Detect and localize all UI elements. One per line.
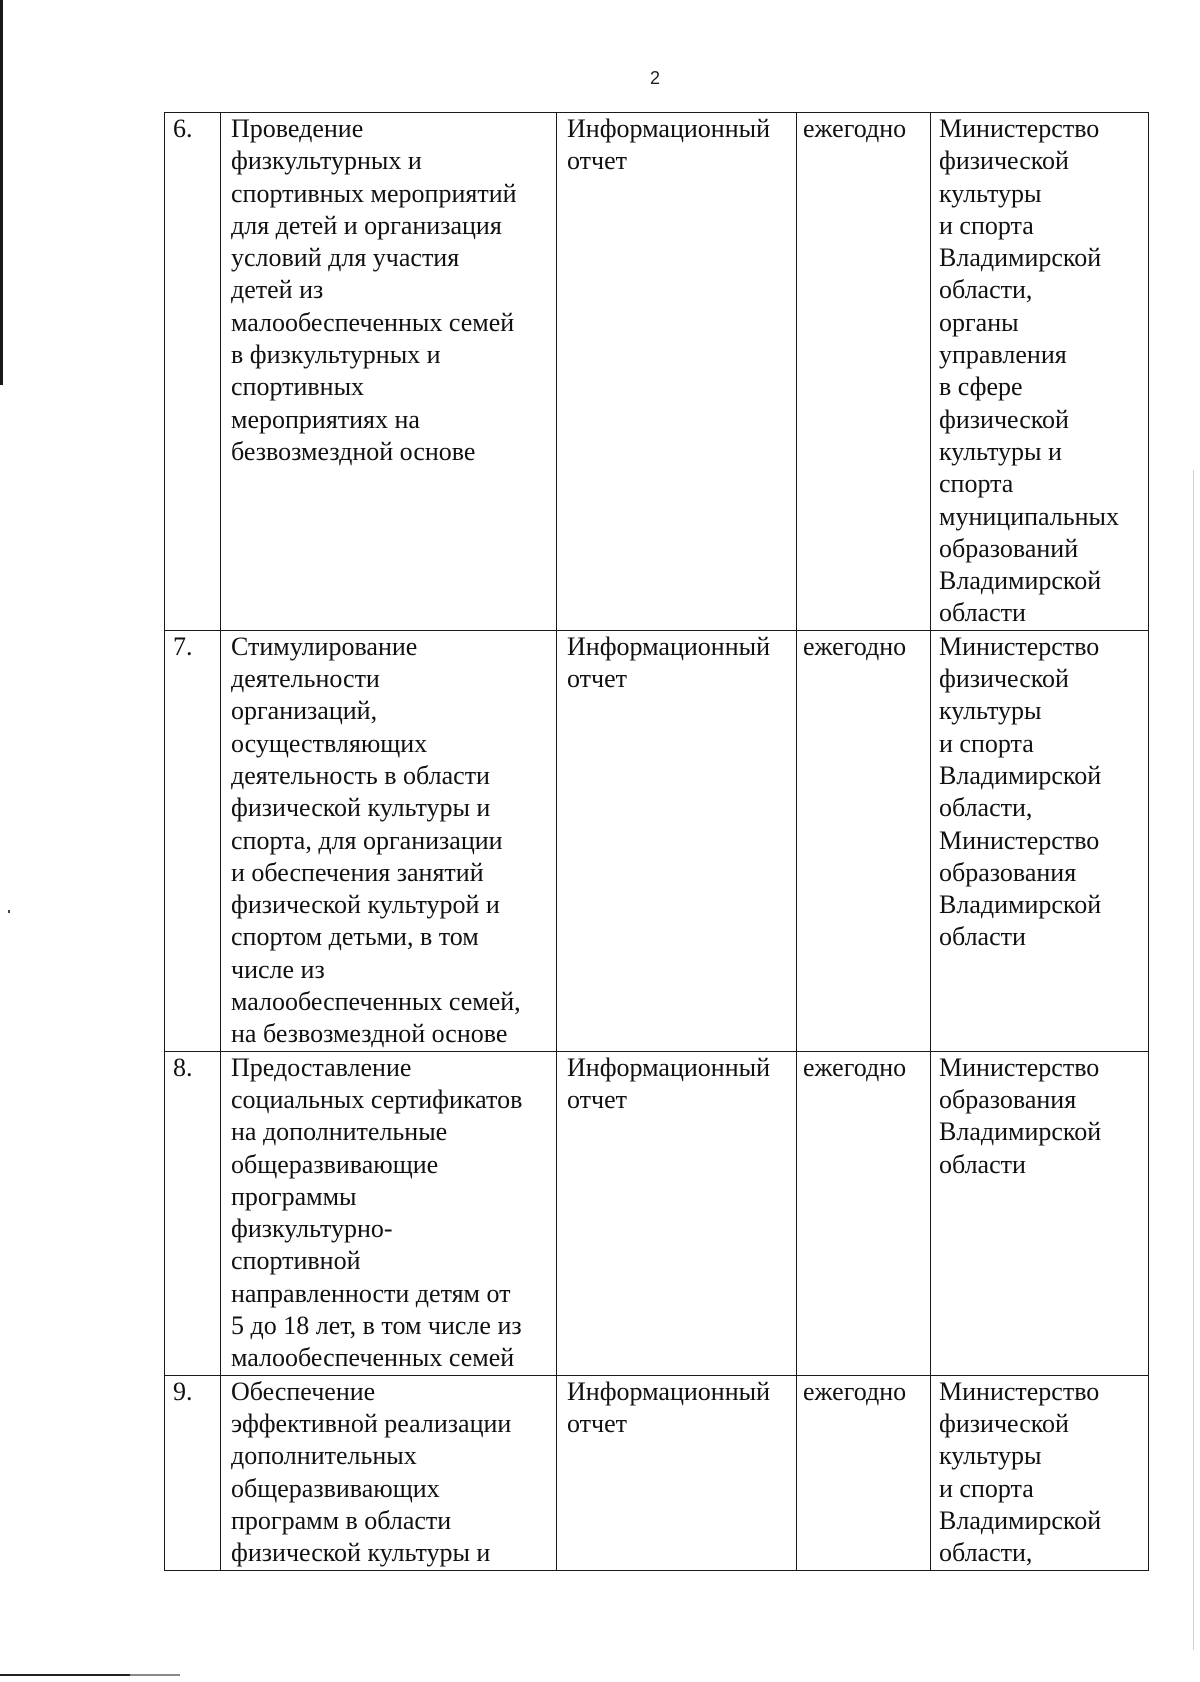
- scan-mark: [8, 910, 10, 913]
- deadline-cell: ежегодно: [797, 630, 931, 1051]
- measure-name-cell: Обеспечение эффективной реализации дополнительных общеразвивающих программ в области физической культуры и: [221, 1375, 557, 1570]
- row-number-cell: 6.: [165, 113, 221, 631]
- row-number-cell: 9.: [165, 1375, 221, 1570]
- table-row: [165, 1375, 1149, 1570]
- row-number-cell: 8.: [165, 1051, 221, 1375]
- scan-edge-right: [1193, 470, 1194, 1650]
- report-form-cell: Информационный отчет: [557, 1051, 797, 1375]
- responsible-cell: Министерство образования Владимирской области: [931, 1051, 1149, 1375]
- measure-name-cell: Предоставление социальных сертификатов на дополнительные общеразвивающие программы физкультурно- спортивной направленности детям от 5 до 18 лет, в том числе из малообеспеченных семей: [221, 1051, 557, 1375]
- deadline-cell: ежегодно: [797, 1051, 931, 1375]
- deadline-cell: ежегодно: [797, 113, 931, 631]
- deadline-cell: ежегодно: [797, 1375, 931, 1570]
- table-row: [165, 1051, 1149, 1375]
- measure-name-cell: Стимулирование деятельности организаций, осуществляющих деятельность в области физической культуры и спорта, для организации и обеспечения занятий физической культурой и спортом детьми, в том числе из малообеспеченных семей, на безвозмездной основе: [221, 630, 557, 1051]
- row-number-cell: 7.: [165, 630, 221, 1051]
- measures-table: [164, 112, 1149, 1571]
- scan-edge-left: [0, 0, 3, 385]
- table-row: [165, 630, 1149, 1051]
- report-form-cell: Информационный отчет: [557, 630, 797, 1051]
- responsible-cell: Министерство физической культуры и спорта Владимирской области, Министерство образования Владимирской области: [931, 630, 1149, 1051]
- measure-name-cell: Проведение физкультурных и спортивных мероприятий для детей и организация условий для участия детей из малообеспеченных семей в физкультурных и спортивных мероприятиях на безвозмездной основе: [221, 113, 557, 631]
- page-number: 2: [649, 68, 660, 88]
- footer-rule: [0, 1674, 180, 1676]
- responsible-cell: Министерство физической культуры и спорта Владимирской области,: [931, 1375, 1149, 1570]
- report-form-cell: Информационный отчет: [557, 113, 797, 631]
- table-row: [165, 113, 1149, 631]
- report-form-cell: Информационный отчет: [557, 1375, 797, 1570]
- responsible-cell: Министерство физической культуры и спорта Владимирской области, органы управления в сфере физической культуры и спорта муниципальных образований Владимирской области: [931, 113, 1149, 631]
